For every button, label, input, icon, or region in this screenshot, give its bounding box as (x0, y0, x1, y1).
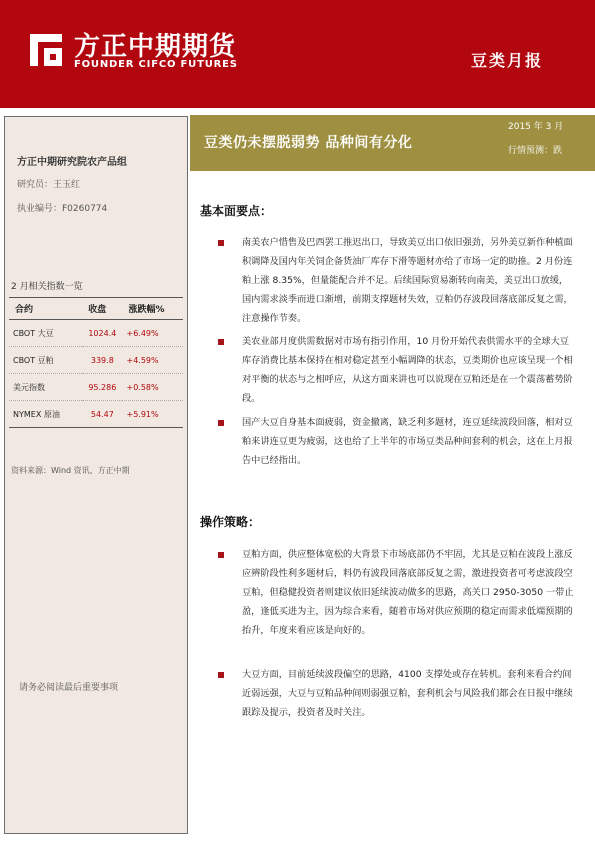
data-source: 资料来源：Wind 资讯、方正中期 (11, 466, 130, 475)
index-table (9, 297, 183, 428)
company-name-en: FOUNDER CIFCO FUTURES (74, 59, 238, 70)
disclaimer-note: 请务必阅读最后重要事项 (19, 683, 119, 693)
contract-name: NYMEX 原油 (9, 401, 82, 428)
column-header: 合约 (9, 298, 82, 320)
header-band (0, 0, 595, 108)
close-value: 54.47 (82, 401, 122, 428)
column-header: 涨跌幅% (122, 298, 183, 320)
company-name-cn: 方正中期期货 (74, 32, 237, 62)
change-percent: +6.49% (122, 320, 183, 347)
strategy-paragraph: 大豆方面，目前延续波段偏空的思路，4100 支撑处或存在转机。套利来看合约间近弱远强，大豆与豆粕品种间则弱强豆粕，套利机会与风险我们都会在日报中继续跟踪及提示，投资者及时关注。 (242, 669, 573, 718)
table-row (9, 347, 183, 374)
change-percent: +4.59% (122, 347, 183, 374)
square-bullet-icon (218, 552, 224, 558)
sidebar (4, 116, 188, 834)
license-number: 执业编号：F0260774 (17, 204, 108, 214)
table-row (9, 320, 183, 347)
market-outlook: 行情预测：跌 (508, 146, 563, 156)
strategy-heading: 操作策略： (200, 515, 261, 529)
fundamentals-paragraph: 美农业部月度供需数据对市场有指引作用，10 月份开始代表供需水平的全球大豆库存消费比基本保持在相对稳定甚至小幅调降的状态，豆类期价也应该呈现一个相对平衡的状态与之相呼应，从这方面来讲也可以说现在豆粕还是在一个震荡蓄势阶段。 (242, 336, 573, 404)
fundamentals-heading: 基本面要点： (200, 204, 273, 218)
report-type: 豆类月报 (470, 51, 543, 70)
column-header: 收盘 (82, 298, 122, 320)
square-bullet-icon (218, 672, 224, 678)
table-row (9, 374, 183, 401)
table-header-row (9, 298, 183, 320)
table-row (9, 401, 183, 428)
close-value: 95.286 (82, 374, 122, 401)
research-group: 方正中期研究院农产品组 (17, 157, 127, 168)
founder-logo-icon (22, 26, 70, 74)
square-bullet-icon (218, 420, 224, 426)
fundamentals-paragraph: 国产大豆自身基本面疲弱，资金撤离，缺乏利多题材，连豆延续波段回落，相对豆粕来讲连豆更为疲弱，这也给了上半年的市场豆类品种间套利的机会，这在上月报告中已经指出。 (242, 417, 573, 466)
analyst: 研究员：王玉红 (17, 180, 81, 190)
change-percent: +0.58% (122, 374, 183, 401)
close-value: 1024.4 (82, 320, 122, 347)
strategy-paragraph: 豆粕方面，供应整体宽松的大背景下市场底部仍不牢固，尤其是豆粕在波段上涨反应辨阶段性利多题材后，料仍有波段回落底部反复之需，激进投资者可考虑波段空豆粕，但稳健投资者则建议依旧延续波动做多的思路，高关口 2950-3050 一带止盈，逢低买进为主，因为综合来看，随着市场对供应预期的稳定而需求低端预期的抬升，年度来看应该是向好的。 (242, 549, 574, 636)
contract-name: CBOT 大豆 (9, 320, 82, 347)
report-date: 2015 年 3 月 (508, 122, 564, 132)
contract-name: CBOT 豆粕 (9, 347, 82, 374)
change-percent: +5.91% (122, 401, 183, 428)
report-title: 豆类仍未摆脱弱势 品种间有分化 (204, 135, 413, 151)
index-table-title: 2 月相关指数一览 (11, 282, 83, 292)
contract-name: 美元指数 (9, 374, 82, 401)
fundamentals-paragraph: 南美农户惜售及巴西罢工推迟出口，导致美豆出口依旧强劲，另外美豆新作种植面积调降及国内年关饲企备货油厂库存下滑等题材亦给了市场一定的助推。2 月份连粕上涨 8.35%，但量能配合并不足。后续国际贸易渐转向南美，美豆出口放缓，国内需求淡季而进口渐增，前期支撑题材失效，豆粕仍存波段回落底部反复之需，注意操作节奏。 (242, 237, 573, 324)
square-bullet-icon (218, 240, 224, 246)
title-band (190, 115, 595, 171)
close-value: 339.8 (82, 347, 122, 374)
square-bullet-icon (218, 339, 224, 345)
